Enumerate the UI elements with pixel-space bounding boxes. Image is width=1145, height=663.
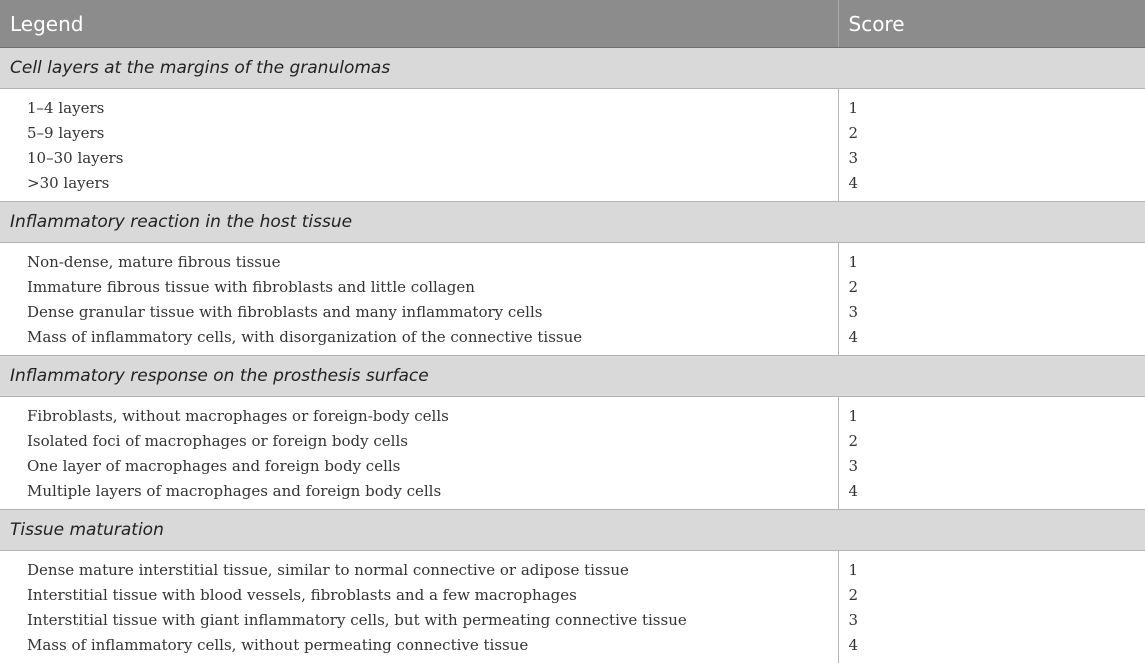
section-header-row bbox=[0, 48, 1145, 89]
table-row bbox=[0, 582, 1145, 607]
section-title: Inflammatory reaction in the host tissue bbox=[0, 202, 1145, 243]
section-header-row bbox=[0, 356, 1145, 397]
legend-column-header: Legend bbox=[0, 0, 838, 48]
legend-cell: Immature fibrous tissue with fibroblasts and little collagen bbox=[0, 274, 838, 299]
table-row bbox=[0, 428, 1145, 453]
score-cell: 1 bbox=[838, 89, 1145, 121]
score-cell: 4 bbox=[838, 478, 1145, 510]
table-row bbox=[0, 324, 1145, 356]
legend-cell: Mass of inflammatory cells, without permeating connective tissue bbox=[0, 632, 838, 663]
table-row bbox=[0, 145, 1145, 170]
table-row bbox=[0, 397, 1145, 429]
table-row bbox=[0, 120, 1145, 145]
legend-cell: Mass of inflammatory cells, with disorganization of the connective tissue bbox=[0, 324, 838, 356]
section-title: Cell layers at the margins of the granulomas bbox=[0, 48, 1145, 89]
section-header-row bbox=[0, 510, 1145, 551]
table-row bbox=[0, 274, 1145, 299]
table-row bbox=[0, 453, 1145, 478]
legend-cell: Isolated foci of macrophages or foreign body cells bbox=[0, 428, 838, 453]
legend-cell: >30 layers bbox=[0, 170, 838, 202]
table-row bbox=[0, 299, 1145, 324]
legend-cell: Dense mature interstitial tissue, similar to normal connective or adipose tissue bbox=[0, 551, 838, 583]
score-cell: 4 bbox=[838, 324, 1145, 356]
table-row bbox=[0, 607, 1145, 632]
table-row bbox=[0, 170, 1145, 202]
score-cell: 1 bbox=[838, 397, 1145, 429]
score-cell: 3 bbox=[838, 145, 1145, 170]
legend-cell: Non-dense, mature fibrous tissue bbox=[0, 243, 838, 275]
score-cell: 2 bbox=[838, 274, 1145, 299]
score-cell: 3 bbox=[838, 299, 1145, 324]
section-header-row bbox=[0, 202, 1145, 243]
legend-cell: 10–30 layers bbox=[0, 145, 838, 170]
score-cell: 1 bbox=[838, 243, 1145, 275]
score-cell: 3 bbox=[838, 607, 1145, 632]
legend-cell: 1–4 layers bbox=[0, 89, 838, 121]
table-row bbox=[0, 632, 1145, 663]
table-body bbox=[0, 48, 1145, 663]
legend-cell: Fibroblasts, without macrophages or foreign-body cells bbox=[0, 397, 838, 429]
legend-cell: 5–9 layers bbox=[0, 120, 838, 145]
section-title: Inflammatory response on the prosthesis surface bbox=[0, 356, 1145, 397]
legend-cell: Multiple layers of macrophages and foreign body cells bbox=[0, 478, 838, 510]
score-cell: 3 bbox=[838, 453, 1145, 478]
section-title: Tissue maturation bbox=[0, 510, 1145, 551]
score-cell: 2 bbox=[838, 582, 1145, 607]
table-header bbox=[0, 0, 1145, 48]
legend-cell: Dense granular tissue with fibroblasts and many inflammatory cells bbox=[0, 299, 838, 324]
score-cell: 4 bbox=[838, 632, 1145, 663]
table-row bbox=[0, 551, 1145, 583]
legend-cell: Interstitial tissue with blood vessels, fibroblasts and a few macrophages bbox=[0, 582, 838, 607]
legend-cell: Interstitial tissue with giant inflammatory cells, but with permeating connective tissue bbox=[0, 607, 838, 632]
score-column-header: Score bbox=[838, 0, 1145, 48]
score-cell: 4 bbox=[838, 170, 1145, 202]
score-cell: 1 bbox=[838, 551, 1145, 583]
score-cell: 2 bbox=[838, 120, 1145, 145]
table-row bbox=[0, 89, 1145, 121]
table-row bbox=[0, 243, 1145, 275]
table-row bbox=[0, 478, 1145, 510]
legend-cell: One layer of macrophages and foreign body cells bbox=[0, 453, 838, 478]
score-cell: 2 bbox=[838, 428, 1145, 453]
